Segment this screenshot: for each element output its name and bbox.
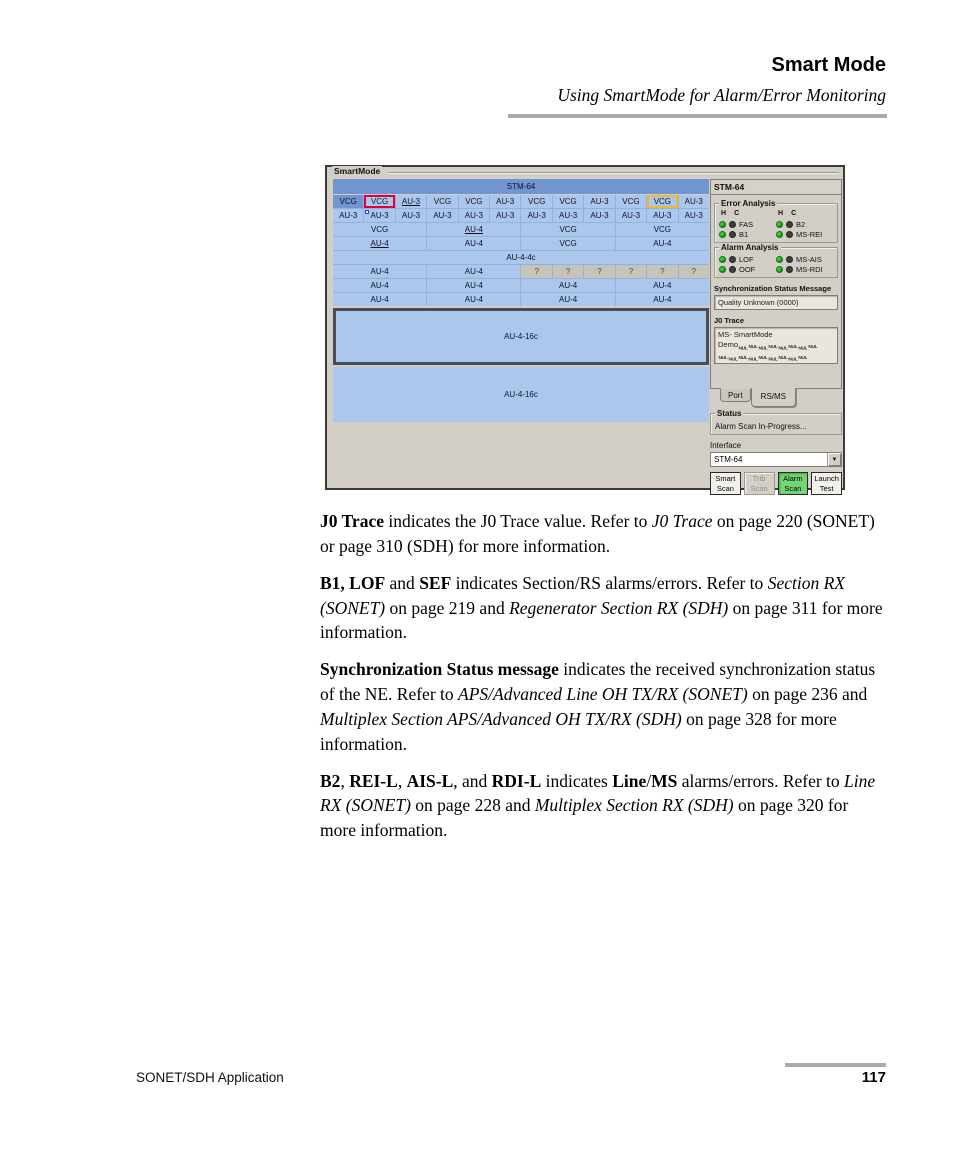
grid-cell-vcg[interactable]: VCG [427, 195, 457, 208]
led-item-ms-ais [776, 254, 833, 264]
status-label: Status [717, 409, 742, 418]
led-on-icon [776, 221, 783, 228]
led-label: MS-AIS [796, 254, 822, 264]
led-on-icon [719, 266, 726, 273]
nul-char-glyph: NUL [788, 357, 798, 363]
led-item-b2 [776, 219, 833, 229]
error-analysis-group [714, 199, 838, 243]
smart-scan-button[interactable]: Smart Scan [710, 472, 741, 495]
j0-trace-line2: DemoNULNULNULNULNULNULNULNUL [718, 340, 818, 352]
led-on-icon [719, 256, 726, 263]
grid-cell-au-4[interactable]: AU-4 [427, 279, 520, 292]
interface-value: STM-64 [714, 455, 743, 464]
led-off-icon [729, 221, 736, 228]
interface-combobox[interactable] [710, 452, 842, 467]
grid-cell-au-4[interactable]: AU-4 [427, 237, 520, 250]
nul-char-glyph: NUL [758, 346, 768, 352]
grid-cell-au-4[interactable]: AU-4 [427, 293, 520, 306]
stm-64-header-cell[interactable]: STM-64 [333, 179, 709, 194]
concatenated-blocks [333, 308, 709, 422]
grid-cell-au-4[interactable]: AU-4 [521, 279, 614, 292]
led-item-b1 [719, 229, 776, 239]
paragraph: B2, REI-L, AIS-L, and RDI-L indicates Line/MS alarms/errors. Refer to Line RX (SONET) on page 228 and Multiplex Section RX (SDH) on page 320 for more information. [320, 770, 876, 841]
body-text [320, 509, 888, 855]
j0-trace-line3 [718, 351, 834, 361]
grid-cell-au-4[interactable]: AU-4 [333, 237, 426, 250]
page-number: 117 [861, 1069, 886, 1086]
nul-char-glyph: NUL [768, 357, 778, 363]
grid-cell-vcg[interactable]: VCG [616, 195, 646, 208]
alarm-analysis-group [714, 243, 838, 278]
grid-cell--[interactable]: ? [616, 265, 646, 278]
led-label: LOF [739, 254, 754, 264]
cell-marker-icon [365, 210, 369, 214]
nul-char-glyph: NUL [748, 345, 758, 351]
grid-cell--[interactable]: ? [647, 265, 677, 278]
led-on-icon [719, 221, 726, 228]
groupbox-label: SmartMode [334, 166, 381, 176]
grid-cell-vcg[interactable]: VCG [364, 195, 394, 208]
led-label: FAS [739, 219, 754, 229]
chevron-down-icon[interactable]: ▼ [827, 453, 841, 466]
status-group [710, 409, 842, 435]
tab-port[interactable]: Port [720, 388, 751, 402]
analysis-section [710, 195, 842, 389]
grid-cell-au-3[interactable]: AU-3 [584, 195, 614, 208]
groupbox-line [389, 172, 839, 174]
grid-cell-au-3[interactable]: AU-3 [584, 209, 614, 222]
led-item-ms-rei [776, 229, 833, 239]
block-au-4-16c[interactable]: AU-4-16c [333, 308, 709, 365]
led-on-icon [776, 256, 783, 263]
led-off-icon [786, 266, 793, 273]
grid-cell-au-4[interactable]: AU-4 [333, 293, 426, 306]
nul-char-glyph: NUL [758, 355, 768, 361]
j0-trace-label: J0 Trace [714, 316, 745, 325]
nul-char-glyph: NUL [798, 346, 808, 352]
nul-char-glyph: NUL [778, 346, 788, 352]
grid-cell--[interactable]: ? [553, 265, 583, 278]
tab-rs-ms[interactable]: RS/MS [751, 388, 796, 407]
page-subtitle: Using SmartMode for Alarm/Error Monitoring [557, 85, 886, 105]
grid-cell-vcg[interactable]: VCG [553, 195, 583, 208]
smartmode-screenshot [325, 165, 845, 493]
grid-cell-vcg[interactable]: VCG [616, 223, 709, 236]
led-column-header: C [734, 210, 740, 217]
nul-char-glyph: NUL [718, 355, 728, 361]
led-on-icon [776, 231, 783, 238]
grid-cell--[interactable]: ? [679, 265, 709, 278]
grid-cell-au-4[interactable]: AU-4 [616, 293, 709, 306]
grid-cell-au-3[interactable]: AU-3 [490, 209, 520, 222]
page-title: Smart Mode [771, 54, 886, 76]
led-off-icon [786, 256, 793, 263]
grid-cell--[interactable]: ? [521, 265, 551, 278]
grid-cell-vcg[interactable]: VCG [647, 195, 677, 208]
trib-scan-button[interactable]: Trib Scan [744, 472, 775, 495]
alarm-scan-button[interactable]: Alarm Scan [778, 472, 809, 495]
footer-app-name: SONET/SDH Application [136, 1070, 284, 1085]
led-item-fas [719, 219, 776, 229]
launch-test-button[interactable]: Launch Test [811, 472, 842, 495]
alarm-analysis-label: Alarm Analysis [721, 243, 779, 252]
grid-cell-vcg[interactable]: VCG [521, 195, 551, 208]
nul-char-glyph: NUL [738, 355, 748, 361]
panel-title: STM-64 [710, 179, 842, 195]
grid-cell-au-3[interactable]: AU-3 [521, 209, 551, 222]
led-label: B1 [739, 229, 749, 239]
led-off-icon [786, 231, 793, 238]
footer-rule [785, 1063, 886, 1067]
grid-cell-au-4[interactable]: AU-4 [616, 237, 709, 250]
nul-char-glyph: NUL [788, 345, 798, 351]
grid-cell-au-3[interactable]: AU-3 [490, 195, 520, 208]
j0-trace-line1: MS- SmartMode [718, 330, 773, 339]
header-rule [508, 114, 887, 118]
grid-cell-vcg[interactable]: VCG [333, 223, 426, 236]
nul-char-glyph: NUL [738, 346, 748, 352]
grid-cell-au-3[interactable]: AU-3 [553, 209, 583, 222]
error-analysis-label: Error Analysis [721, 199, 776, 208]
led-off-icon [729, 256, 736, 263]
led-label: OOF [739, 264, 756, 274]
paragraph: Synchronization Status message indicates the received synchronization status of the NE. Refer to APS/Advanced Line OH TX/RX (SONET) on page 236 and Multiplex Section APS/Advanced OH TX/RX (SDH) on page 328 for more information. [320, 659, 876, 754]
grid-cell-au-3[interactable]: AU-3 [364, 209, 394, 222]
interface-label: Interface [710, 441, 742, 450]
nul-char-glyph: NUL [778, 355, 788, 361]
led-off-icon [786, 221, 793, 228]
led-label: B2 [796, 219, 806, 229]
grid-cell-au-3[interactable]: AU-3 [396, 209, 426, 222]
paragraph: J0 Trace indicates the J0 Trace value. Refer to J0 Trace on page 220 (SONET) or page 310 (SDH) for more information. [320, 511, 875, 556]
grid-cell-au-4-4c[interactable]: AU-4-4c [333, 251, 709, 264]
grid-cell-vcg[interactable]: VCG [333, 195, 363, 208]
grid-cell-au-3[interactable]: AU-3 [679, 209, 709, 222]
grid-cell-au-3[interactable]: AU-3 [459, 209, 489, 222]
nul-char-glyph: NUL [768, 345, 778, 351]
sync-status-field: Quality Unknown (0000) [714, 295, 838, 310]
channel-grid [333, 179, 709, 422]
page-header [557, 54, 886, 106]
j0-trace-field [714, 327, 838, 364]
led-label: MS-RDI [796, 264, 823, 274]
grid-cell-au-4[interactable]: AU-4 [333, 279, 426, 292]
block-au-4-16c[interactable]: AU-4-16c [333, 367, 709, 422]
led-item-ms-rdi [776, 264, 833, 274]
grid-cell-au-4[interactable]: AU-4 [427, 223, 520, 236]
led-off-icon [729, 266, 736, 273]
grid-cell-au-4[interactable]: AU-4 [521, 293, 614, 306]
nul-char-glyph: NUL [798, 355, 808, 361]
analysis-panel [710, 179, 842, 493]
channel-grid-rows [333, 195, 709, 306]
led-item-lof [719, 254, 776, 264]
grid-cell-vcg[interactable]: VCG [459, 195, 489, 208]
led-on-icon [719, 231, 726, 238]
led-off-icon [729, 231, 736, 238]
status-text: Alarm Scan In-Progress... [715, 422, 807, 431]
scan-buttons [710, 472, 842, 495]
grid-cell-au-3[interactable]: AU-3 [333, 209, 363, 222]
grid-cell-vcg[interactable]: VCG [521, 237, 614, 250]
grid-cell-au-4[interactable]: AU-4 [333, 265, 426, 278]
grid-cell-au-3[interactable]: AU-3 [396, 195, 426, 208]
led-label: MS-REI [796, 229, 823, 239]
sync-status-label: Synchronization Status Message [714, 284, 832, 293]
led-on-icon [776, 266, 783, 273]
led-column-header: H [721, 210, 727, 217]
led-column-header: C [791, 210, 797, 217]
layer-tabs [720, 389, 842, 407]
led-item-oof [719, 264, 776, 274]
nul-char-glyph: NUL [808, 345, 818, 351]
led-column-header: H [778, 210, 784, 217]
grid-cell-au-4[interactable]: AU-4 [427, 265, 520, 278]
grid-cell-au-4[interactable]: AU-4 [616, 279, 709, 292]
grid-cell-au-3[interactable]: AU-3 [427, 209, 457, 222]
grid-cell-au-3[interactable]: AU-3 [616, 209, 646, 222]
grid-cell-au-3[interactable]: AU-3 [647, 209, 677, 222]
grid-cell--[interactable]: ? [584, 265, 614, 278]
grid-cell-au-3[interactable]: AU-3 [679, 195, 709, 208]
paragraph: B1, LOF and SEF indicates Section/RS alarms/errors. Refer to Section RX (SONET) on page 219 and Regenerator Section RX (SDH) on page 311 for more information. [320, 572, 883, 643]
nul-char-glyph: NUL [748, 357, 758, 363]
nul-char-glyph: NUL [728, 357, 738, 363]
grid-cell-vcg[interactable]: VCG [521, 223, 614, 236]
